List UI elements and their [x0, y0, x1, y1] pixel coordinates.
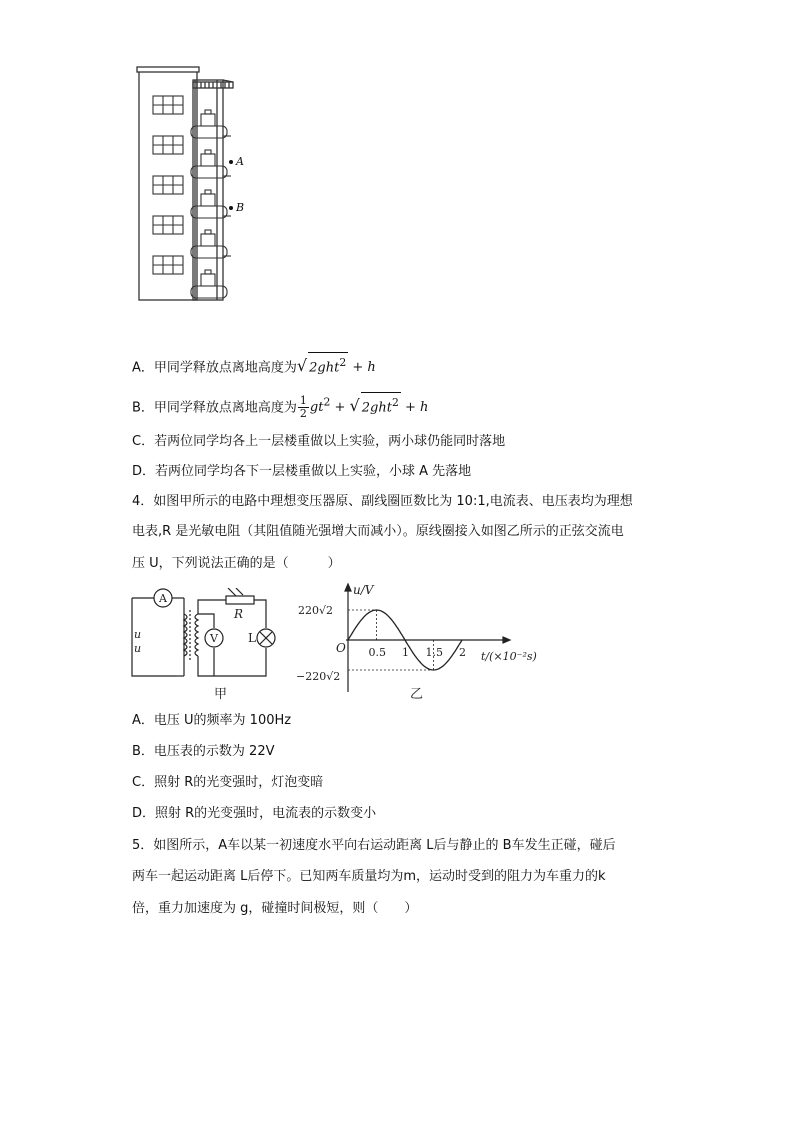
building-figure — [135, 66, 245, 304]
option-d-q3: D．若两位同学均各下一层楼重做以上实验，小球 A 先落地 — [132, 464, 472, 479]
question-5-line-1: 5．如图所示，A车以某一初速度水平向右运动距离 L后与静止的 B车发生正碰，碰后 — [132, 838, 616, 853]
y-axis-label: u/V — [353, 583, 374, 597]
question-4-line-2: 电表,R 是光敏电阻（其阻值随光强增大而减小）。原线圈接入如图乙所示的正弦交流电 — [132, 524, 624, 539]
option-a-q3 — [132, 352, 376, 378]
option-a-q3-formula: √ 2ght$^2$ + h — [297, 360, 376, 375]
x-axis-label: t/(×10⁻²s) — [481, 650, 537, 663]
waveform-chart — [296, 580, 546, 700]
circuit-caption: 甲 — [214, 687, 228, 702]
origin-label: O — [336, 641, 346, 655]
option-b-q3-text: B．甲同学释放点离地高度为 — [132, 400, 297, 416]
y-tick-max: 220√2 — [298, 604, 334, 617]
q4-option-a: A．电压 U的频率为 100Hz — [132, 713, 292, 728]
question-5-line-2: 两车一起运动距离 L后停下。已知两车质量均为m，运动时受到的阻力为车重力的k — [132, 869, 606, 884]
y-tick-min: −220√2 — [296, 670, 341, 683]
q4-option-c: C．照射 R的光变强时，灯泡变暗 — [132, 775, 324, 790]
option-b-q3 — [132, 392, 428, 420]
x-tick-label: 2 — [459, 646, 466, 659]
ammeter-label: A — [159, 592, 167, 605]
question-5-line-3: 倍，重力加速度为 g，碰撞时间极短，则（ ） — [132, 901, 418, 916]
voltmeter-label: V — [210, 632, 218, 645]
resistor-label: R — [234, 607, 244, 621]
circuit-figure — [126, 588, 286, 703]
point-a-marker — [229, 160, 233, 164]
point-a-label: A — [236, 155, 244, 168]
source-label-top: u — [134, 628, 142, 641]
option-b-q3-formula: $\frac{1}{2}$ $gt^2$ + √ 2ght$^2$ + h — [297, 400, 428, 415]
x-tick-label: 1 — [402, 646, 409, 659]
option-c-q3: C．若两位同学均各上一层楼重做以上实验，两小球仍能同时落地 — [132, 434, 506, 449]
q4-option-d: D．照射 R的光变强时，电流表的示数变小 — [132, 806, 377, 821]
q4-option-b: B．电压表的示数为 22V — [132, 744, 275, 759]
point-b-marker — [229, 206, 233, 210]
question-4-line-3: 压 U，下列说法正确的是（ ） — [132, 556, 341, 571]
source-label-bottom: u — [134, 642, 142, 655]
point-b-label: B — [236, 201, 245, 214]
question-4-line-1: 4．如图甲所示的电路中理想变压器原、副线圈匝数比为 10:1,电流表、电压表均为理想 — [132, 494, 633, 509]
waveform-caption: 乙 — [410, 687, 424, 700]
x-tick-label: 0.5 — [368, 646, 386, 659]
lamp-label: L — [248, 631, 256, 645]
option-a-q3-text: A．甲同学释放点离地高度为 — [132, 360, 297, 376]
x-tick-label: 1.5 — [425, 646, 443, 659]
